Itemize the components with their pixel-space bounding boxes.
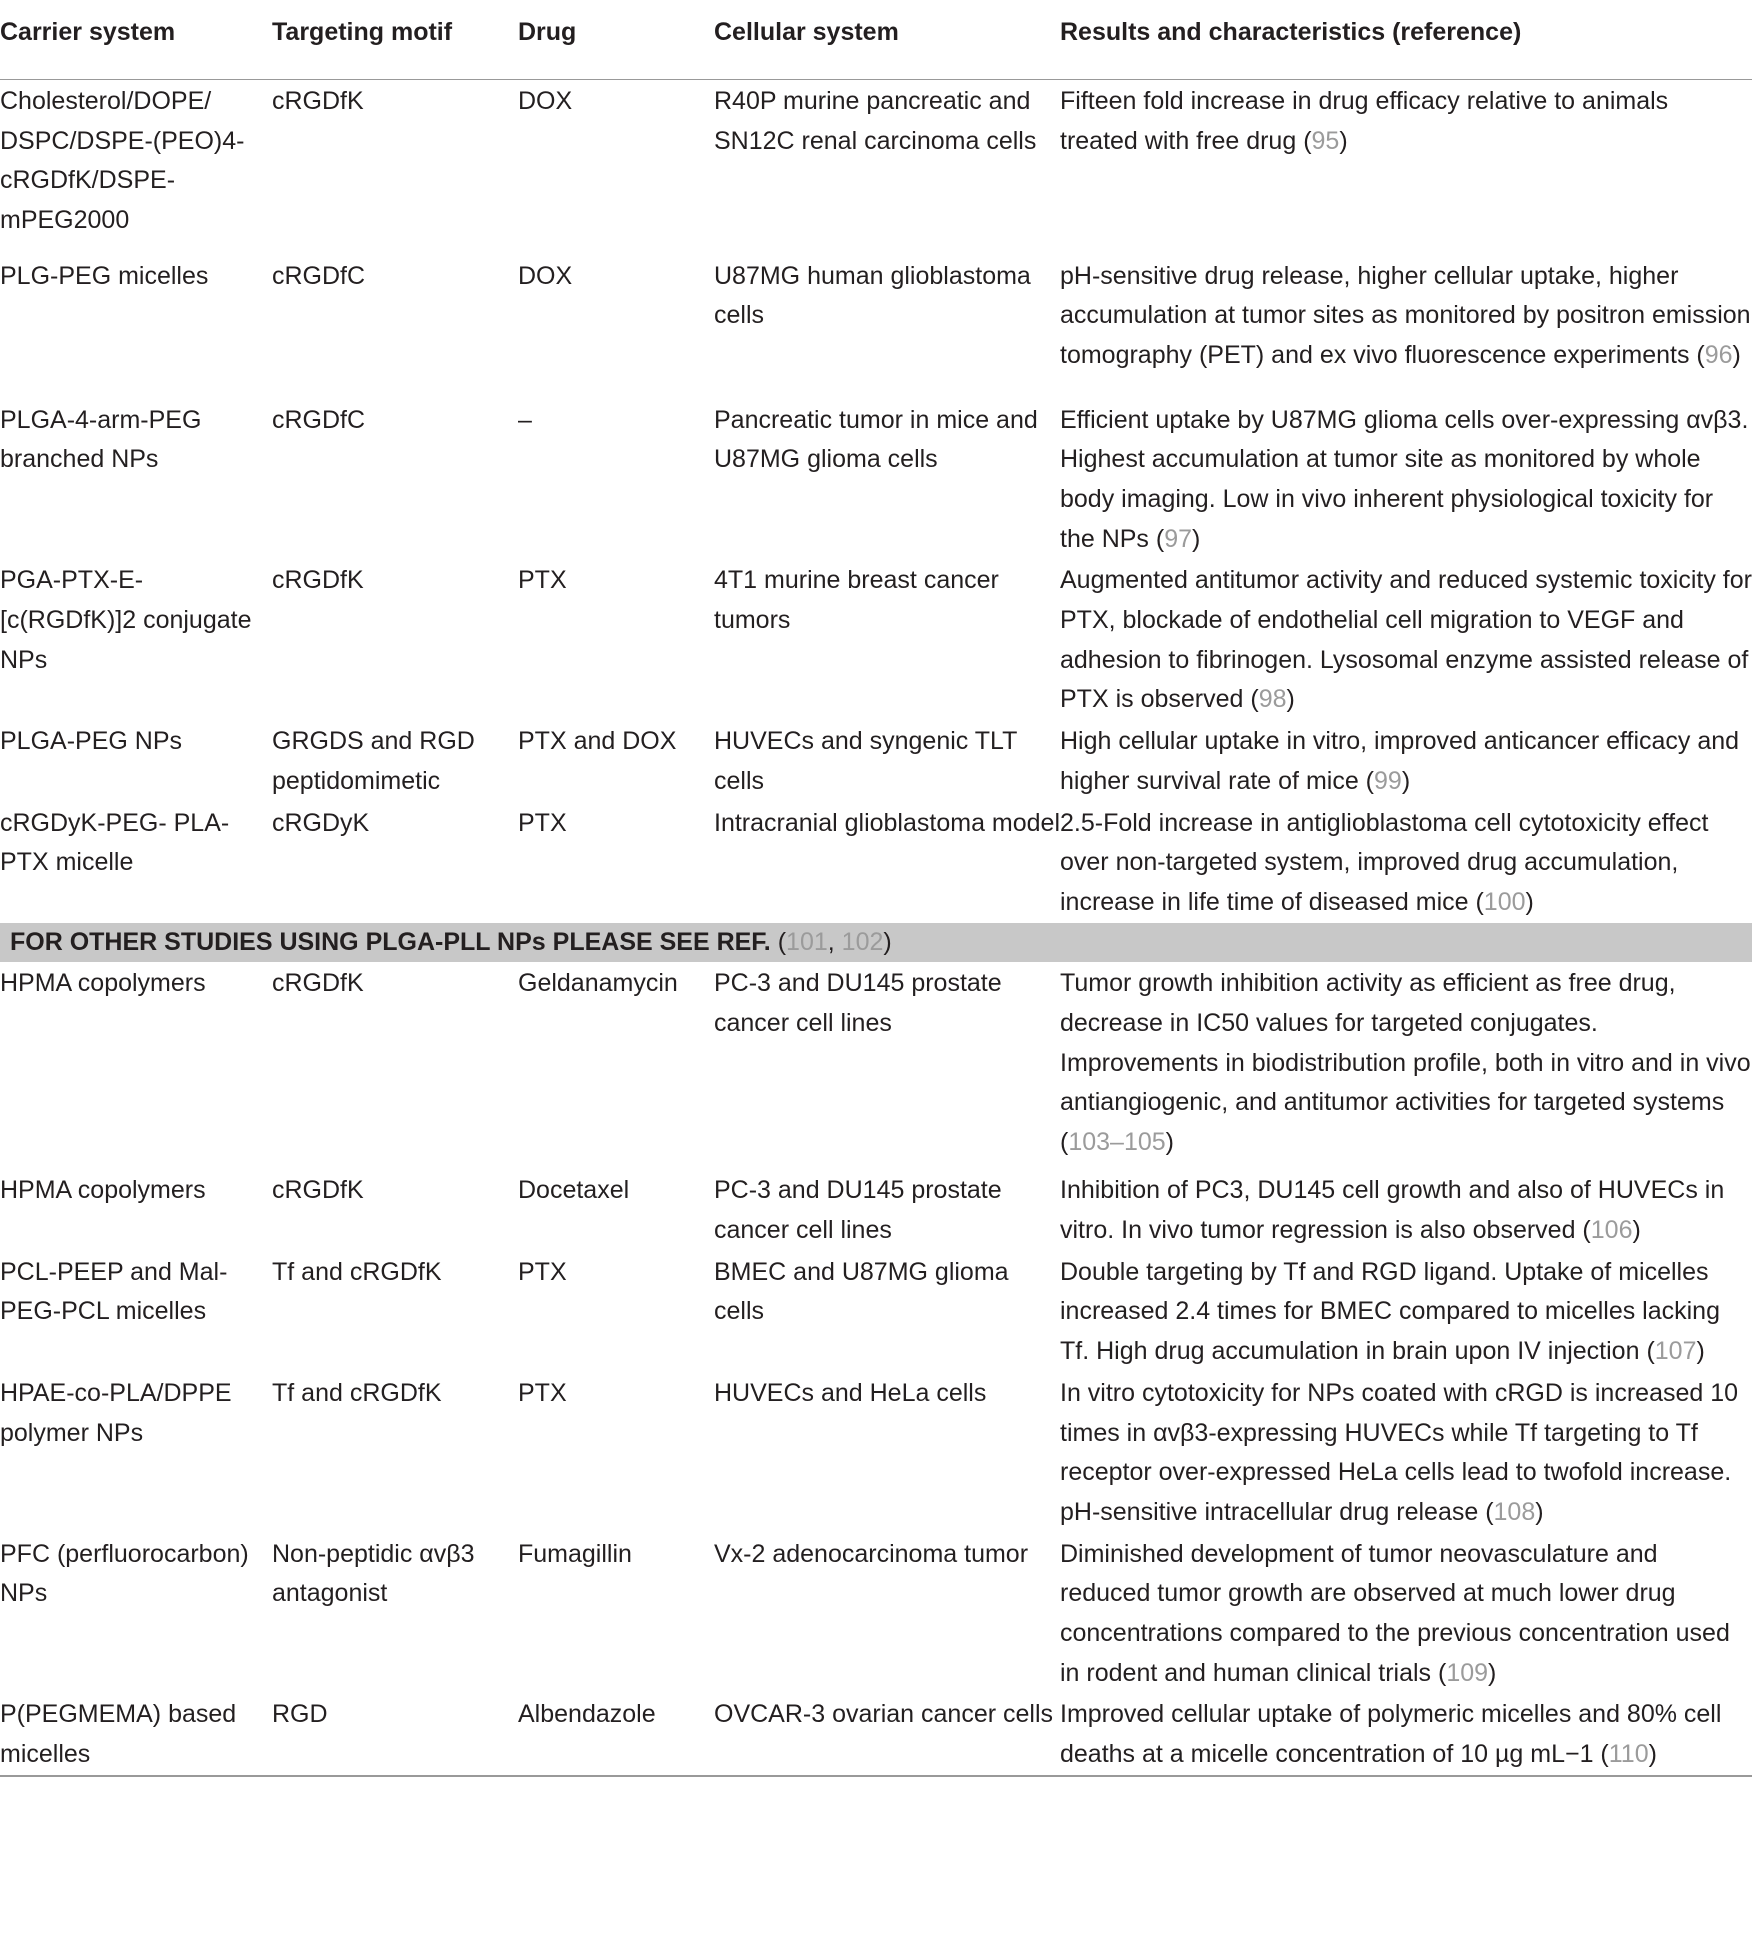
cell-targeting-motif: cRGDfK (272, 969, 364, 998)
cell-targeting-motif: RGD (272, 1693, 518, 1775)
cell-results (1060, 1693, 1752, 1775)
results-close-paren: ) (1732, 340, 1741, 369)
table-row (0, 720, 1752, 801)
reference-link[interactable]: 96 (1704, 340, 1733, 369)
results-text: Efficient uptake by U87MG glioma cells over-expressing αvβ3. Highest accumulation at tumor site as monitored by whole body imaging. Low in vivo inherent physiological toxicity for the NPs ( (1060, 405, 1749, 553)
separator-ref-link[interactable]: 101 (786, 927, 828, 956)
results-text: In vitro cytotoxicity for NPs coated with cRGD is increased 10 times in αvβ3-expressing HUVECs while Tf targeting to Tf receptor over-expressed HeLa cells lead to twofold increase. pH-sensitive intracellular drug release ( (1060, 1378, 1739, 1526)
reference-link[interactable]: 97 (1164, 524, 1193, 553)
results-close-paren: ) (1696, 1337, 1705, 1366)
results-text: Tumor growth inhibition activity as efficient as free drug, decrease in IC50 values for targeted conjugates. Improvements in biodistribution profile, both in vitro and in vivo antiangiogenic, and antitumor activities for targeted systems ( (1060, 969, 1751, 1157)
cell-cellular-system: 4T1 murine breast cancer tumors (714, 566, 999, 635)
separator-comma: , (827, 927, 842, 956)
cell-drug: Docetaxel (518, 1176, 630, 1205)
reference-link[interactable]: 108 (1493, 1497, 1536, 1526)
cell-results (1060, 399, 1752, 560)
results-close-paren: ) (1339, 126, 1348, 155)
results-close-paren: ) (1192, 524, 1201, 553)
cell-targeting-motif: GRGDS and RGD peptidomimetic (272, 727, 475, 795)
separator-open: ( (770, 927, 787, 956)
cell-drug: PTX (518, 1257, 567, 1286)
results-close-paren: ) (1632, 1216, 1641, 1245)
reference-link[interactable]: 103–105 (1068, 1128, 1166, 1157)
cell-cellular-system: R40P murine pancreatic and SN12C renal carcinoma cells (714, 87, 1037, 155)
cell-results (1060, 1169, 1752, 1250)
table-row (0, 399, 1752, 560)
results-close-paren: ) (1525, 887, 1534, 916)
cell-drug: PTX (518, 566, 567, 595)
cell-results (1060, 80, 1752, 255)
header-cellular-system: Cellular system (714, 0, 1060, 80)
cell-cellular-system: PC-3 and DU145 prostate cancer cell lines (714, 1176, 1002, 1245)
reference-link[interactable]: 109 (1446, 1658, 1489, 1687)
separator-ref-link[interactable]: 102 (841, 927, 884, 956)
separator-row (0, 923, 1752, 963)
cell-targeting-motif: cRGDfC (272, 261, 366, 290)
cell-results (1060, 1251, 1752, 1372)
results-text: High cellular uptake in vitro, improved anticancer efficacy and higher survival rate of mice ( (1060, 727, 1740, 795)
table-header-row (0, 0, 1752, 80)
cell-cellular-system: Pancreatic tumor in mice and U87MG glioma cells (714, 405, 1038, 474)
results-text: pH-sensitive drug release, higher cellular uptake, higher accumulation at tumor sites as monitored by positron emission tomography (PET) and ex vivo fluorescence experiments ( (1060, 261, 1751, 369)
table-row (0, 559, 1752, 720)
results-text: Diminished development of tumor neovasculature and reduced tumor growth are observed at much lower drug concentrations compared to the previous concentration used in rodent and human clinical trials ( (1060, 1539, 1730, 1687)
header-results: Results and characteristics (reference) (1060, 0, 1752, 80)
cell-cellular-system: BMEC and U87MG glioma cells (714, 1257, 1009, 1326)
cell-cellular-system: Vx-2 adenocarcinoma tumor (714, 1539, 1029, 1568)
cell-targeting-motif: cRGDfK (272, 87, 364, 115)
cell-drug: – (518, 405, 532, 434)
results-close-paren: ) (1286, 685, 1295, 714)
table-row (0, 1372, 1752, 1533)
results-text: 2.5-Fold increase in antiglioblastoma cell cytotoxicity effect over non-targeted system, improved drug accumulation, increase in life time of diseased mice ( (1060, 808, 1709, 916)
cell-carrier-system: PGA-PTX-E- [c(RGDfK)]2 conjugate NPs (0, 566, 252, 674)
cell-results (1060, 1533, 1752, 1694)
cell-results (1060, 559, 1752, 720)
table-row (0, 255, 1752, 399)
cell-drug: Geldanamycin (518, 969, 678, 998)
results-text: Double targeting by Tf and RGD ligand. Uptake of micelles increased 2.4 times for BMEC compared to micelles lacking Tf. High drug accumulation in brain upon IV injection ( (1060, 1257, 1720, 1366)
results-close-paren: ) (1401, 766, 1411, 795)
table-row (0, 1169, 1752, 1250)
table-row (0, 1251, 1752, 1372)
cell-targeting-motif: cRGDyK (272, 808, 370, 837)
cell-targeting-motif: cRGDfK (272, 1176, 364, 1205)
cell-carrier-system: Cholesterol/DOPE/ DSPC/DSPE-(PEO)4- cRGDfK/DSPE- mPEG2000 (0, 87, 245, 235)
cell-targeting-motif: Tf and cRGDfK (272, 1257, 442, 1286)
header-carrier-system: Carrier system (0, 0, 272, 80)
cell-targeting-motif: Tf and cRGDfK (272, 1378, 442, 1407)
cell-carrier-system: HPMA copolymers (0, 969, 206, 998)
cell-carrier-system: PLG-PEG micelles (0, 261, 209, 290)
cell-cellular-system: PC-3 and DU145 prostate cancer cell lines (714, 969, 1002, 1038)
separator-cell (0, 923, 1752, 963)
table-row (0, 80, 1752, 255)
reference-link[interactable]: 100 (1483, 887, 1526, 916)
cell-drug: Albendazole (518, 1693, 714, 1775)
reference-link[interactable]: 95 (1311, 126, 1340, 155)
cell-drug: PTX and DOX (518, 727, 677, 756)
reference-link[interactable]: 110 (1608, 1740, 1649, 1769)
cell-drug: PTX (518, 1378, 567, 1407)
cell-carrier-system: PLGA-4-arm-PEG branched NPs (0, 405, 202, 474)
results-close-paren: ) (1165, 1128, 1174, 1157)
cell-cellular-system: OVCAR-3 ovarian cancer cells (714, 1693, 1060, 1775)
results-text: Fifteen fold increase in drug efficacy relative to animals treated with free drug ( (1060, 87, 1669, 155)
cell-cellular-system: HUVECs and syngenic TLT cells (714, 727, 1017, 795)
table-row (0, 1693, 1752, 1775)
header-drug: Drug (518, 0, 714, 80)
results-close-paren: ) (1648, 1740, 1657, 1769)
results-close-paren: ) (1488, 1658, 1497, 1687)
separator-close: ) (883, 927, 892, 956)
cell-carrier-system: P(PEGMEMA) based micelles (0, 1693, 272, 1775)
cell-carrier-system: HPMA copolymers (0, 1176, 206, 1205)
table-row (0, 1533, 1752, 1694)
table-body-group-b (0, 962, 1752, 1776)
reference-link[interactable]: 106 (1590, 1216, 1633, 1245)
cell-targeting-motif: cRGDfK (272, 566, 364, 595)
cell-drug: PTX (518, 808, 567, 837)
reference-link[interactable]: 107 (1654, 1337, 1697, 1366)
cell-carrier-system: PCL-PEEP and Mal-PEG-PCL micelles (0, 1257, 228, 1326)
header-targeting-motif: Targeting motif (272, 0, 518, 80)
separator-label: FOR OTHER STUDIES USING PLGA-PLL NPs PLEASE SEE REF. (10, 927, 771, 956)
results-text: Inhibition of PC3, DU145 cell growth and also of HUVECs in vitro. In vivo tumor regression is also observed ( (1060, 1176, 1725, 1245)
results-text: Augmented antitumor activity and reduced systemic toxicity for PTX, blockade of endothelial cell migration to VEGF and adhesion to fibrinogen. Lysosomal enzyme assisted release of PTX is observed ( (1060, 566, 1752, 714)
table-separator-group (0, 923, 1752, 963)
cell-results (1060, 255, 1752, 399)
cell-targeting-motif: Non-peptidic αvβ3 antagonist (272, 1539, 475, 1608)
results-close-paren: ) (1535, 1497, 1544, 1526)
cell-cellular-system: HUVECs and HeLa cells (714, 1378, 987, 1407)
cell-carrier-system: HPAE-co-PLA/DPPE polymer NPs (0, 1378, 232, 1447)
reference-link[interactable]: 99 (1374, 766, 1402, 795)
cell-results (1060, 962, 1752, 1169)
cell-carrier-system: PLGA-PEG NPs (0, 727, 182, 756)
cell-targeting-motif: cRGDfC (272, 405, 366, 434)
table-body-group-a (0, 80, 1752, 923)
cell-carrier-system: cRGDyK-PEG- PLA-PTX micelle (0, 808, 230, 877)
reference-link[interactable]: 98 (1258, 685, 1287, 714)
cell-results (1060, 802, 1752, 923)
table-row (0, 802, 1752, 923)
cell-results (1060, 720, 1752, 801)
cell-carrier-system: PFC (perfluorocarbon) NPs (0, 1539, 249, 1608)
cell-cellular-system: Intracranial glioblastoma model (714, 808, 1061, 837)
results-text: Improved cellular uptake of polymeric micelles and 80% cell deaths at a micelle concentration of 10 µg mL−1 ( (1060, 1700, 1722, 1769)
table-row (0, 962, 1752, 1169)
cell-drug: Fumagillin (518, 1539, 632, 1568)
cell-results (1060, 1372, 1752, 1533)
cell-drug: DOX (518, 87, 573, 115)
cell-drug: DOX (518, 261, 573, 290)
cell-cellular-system: U87MG human glioblastoma cells (714, 261, 1031, 330)
